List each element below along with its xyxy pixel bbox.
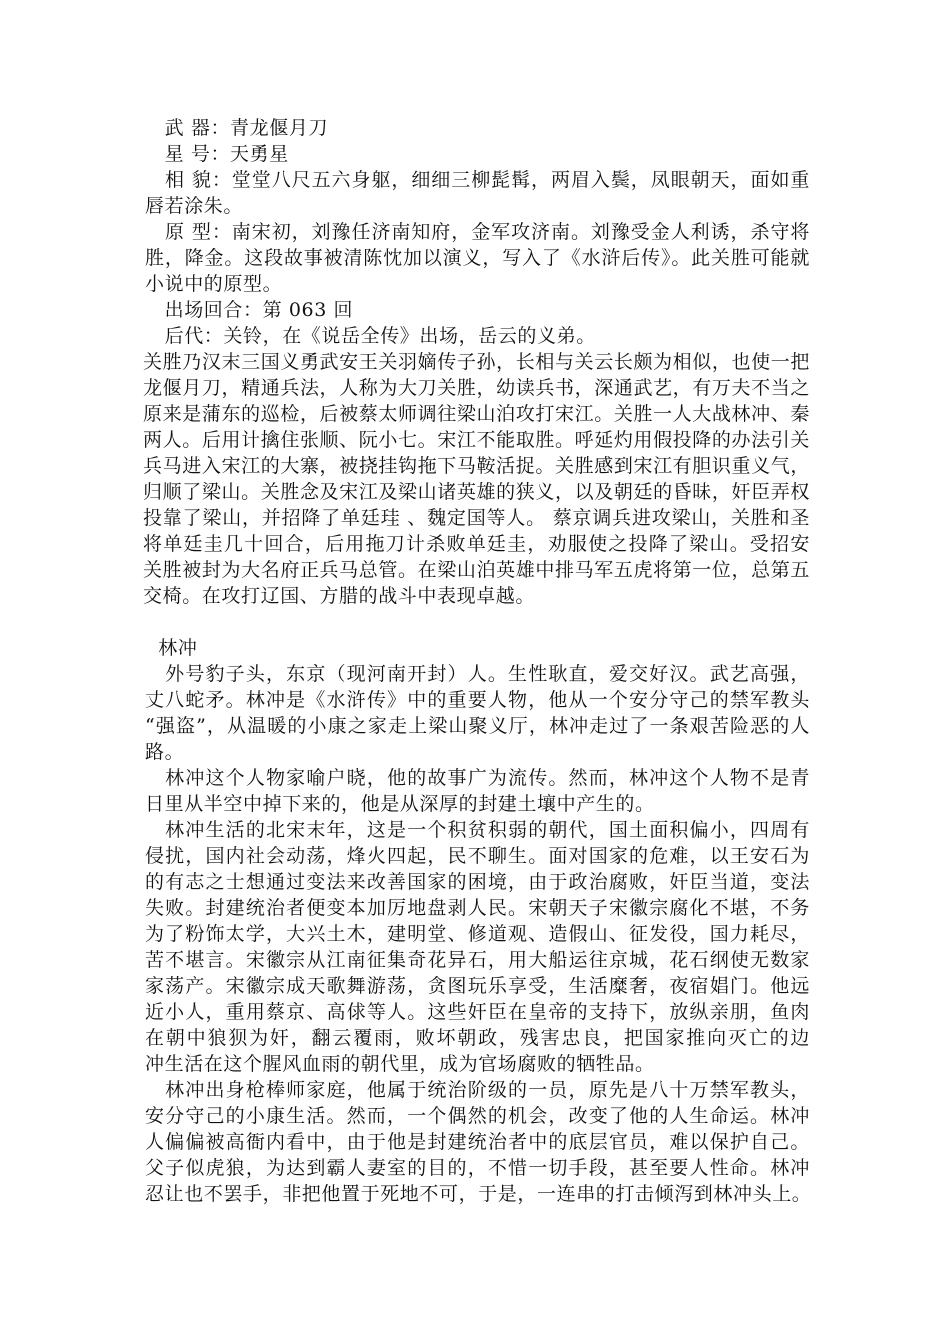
paragraph-line: “强盗”，从温暖的小康之家走上梁山聚义厅，林冲走过了一条艰苦险恶的人 (145, 715, 810, 737)
bio-line: 将单廷圭几十回合，后用拖刀计杀败单廷圭，劝服使之投降了梁山。受招安 (143, 533, 810, 555)
profile-prototype-end: 小说中的原型。 (145, 273, 283, 295)
bio-line: 龙偃月刀，精通兵法，人称为大刀关胜，幼读兵书，深通武艺，有万夫不当之 (143, 377, 810, 399)
paragraph-line: 在朝中狼狈为奸，翻云覆雨，败坏朝政，残害忠良，把国家推向灭亡的边 (145, 1027, 810, 1049)
bio-line: 投靠了梁山，并招降了单廷珪 、魏定国等人。 蔡京调兵进攻梁山，关胜和圣 (143, 507, 810, 529)
bio-line: 归顺了梁山。关胜念及宋江及梁山诸英雄的狭义，以及朝廷的昏昧，奸臣弄权 (143, 481, 810, 503)
paragraph-line: 外号豹子头，东京（现河南开封）人。生性耿直，爱交好汉。武艺高强， (165, 663, 810, 685)
paragraph-line: 侵扰，国内社会动荡，烽火四起，民不聊生。面对国家的危难，以王安石为 (145, 845, 810, 867)
section-heading: 林冲 (145, 637, 198, 659)
paragraph-line: 冲生活在这个腥风血雨的朝代里，成为官场腐败的牺牲品。 (145, 1053, 655, 1075)
paragraph-line: 为了粉饰太学，大兴土木，建明堂、修道观、造假山、征发役，国力耗尽， (145, 923, 810, 945)
paragraph-line: 日里从半空中掉下来的，他是从深厚的封建土壤中产生的。 (145, 793, 655, 815)
profile-chapter: 出场回合：第 063 回 (145, 299, 354, 321)
paragraph-line: 近小人，重用蔡京、高俅等人。这些奸臣在皇帝的支持下，放纵亲朋，鱼肉 (145, 1001, 810, 1023)
paragraph-line: 苦不堪言。宋徽宗从江南征集奇花异石，用大船运往京城，花石纲使无数家 (145, 949, 810, 971)
bio-line: 关胜被封为大名府正兵马总管。在梁山泊英雄中排马军五虎将第一位，总第五 (143, 559, 810, 581)
guansheng-biography (143, 349, 810, 609)
profile-weapon: 武 器：青龙偃月刀 (145, 117, 329, 139)
paragraph (145, 765, 810, 817)
paragraph-line: 路。 (145, 741, 185, 763)
paragraph (145, 661, 810, 765)
profile-prototype: 原 型：南宋初，刘豫任济南知府，金军攻济南。刘豫受金人利诱，杀守将 (164, 221, 810, 243)
profile-appearance-cont: 唇若涂朱。 (145, 195, 244, 217)
bio-line: 关胜乃汉末三国义勇武安王关羽嫡传子孙，长相与关云长颇为相似，也使一把 (143, 351, 810, 373)
profile-descendant: 后代：关铃，在《说岳全传》出场，岳云的义弟。 (145, 325, 596, 347)
paragraph-line: 林冲出身枪棒师家庭，他属于统治阶级的一员，原先是八十万禁军教头， (165, 1079, 810, 1101)
bio-line: 原来是蒲东的巡检，后被蔡太师调往梁山泊攻打宋江。关胜一人大战林冲、秦 (143, 403, 810, 425)
bio-line: 交椅。在攻打辽国、方腊的战斗中表现卓越。 (143, 585, 536, 607)
paragraph-line: 家荡产。宋徽宗成天歌舞游荡，贪图玩乐享受，生活糜奢，夜宿娼门。他远 (145, 975, 810, 997)
linchong-section (145, 635, 810, 1207)
section-spacer (145, 609, 810, 635)
paragraph (145, 1077, 810, 1207)
paragraph-line: 失败。封建统治者便变本加厉地盘剥人民。宋朝天子宋徽宗腐化不堪，不务 (145, 897, 810, 919)
profile-star: 星 号：天勇星 (145, 143, 289, 165)
document-body (145, 115, 810, 1207)
paragraph-line: 丈八蛇矛。林冲是《水浒传》中的重要人物，他从一个安分守己的禁军教头 (145, 689, 810, 711)
profile-appearance: 相 貌：堂堂八尺五六身躯，细细三柳髭髯，两眉入鬓，凤眼朝天，面如重 (164, 169, 810, 191)
paragraph-line: 安分守己的小康生活。然而，一个偶然的机会，改变了他的人生命运。林冲 (145, 1105, 810, 1127)
paragraph-line: 忍让也不罢手，非把他置于死地不可，于是，一连串的打击倾泻到林冲头上。 (145, 1183, 812, 1205)
paragraph-line: 林冲生活的北宋末年，这是一个积贫积弱的朝代，国土面积偏小，四周有 (165, 819, 810, 841)
paragraph (145, 817, 810, 1077)
paragraph-line: 林冲这个人物家喻户晓，他的故事广为流传。然而，林冲这个人物不是青 (165, 767, 810, 789)
bio-line: 两人。后用计擒住张顺、阮小七。宋江不能取胜。呼延灼用假投降的办法引关 (143, 429, 810, 451)
paragraph-line: 父子似虎狼，为达到霸人妻室的目的，不惜一切手段，甚至要人性命。林冲 (145, 1157, 810, 1179)
paragraph-line: 的有志之士想通过变法来改善国家的困境，由于政治腐败，奸臣当道，变法 (145, 871, 810, 893)
bio-line: 兵马进入宋江的大寨，被挠挂钩拖下马鞍活捉。关胜感到宋江有胆识重义气， (143, 455, 810, 477)
guansheng-profile (145, 115, 810, 349)
profile-prototype-cont: 胜，降金。这段故事被清陈忱加以演义，写入了《水浒后传》。此关胜可能就 (145, 247, 810, 269)
paragraph-line: 人偏偏被高衙内看中，由于他是封建统治者中的底层官员，难以保护自己。 (145, 1131, 810, 1153)
